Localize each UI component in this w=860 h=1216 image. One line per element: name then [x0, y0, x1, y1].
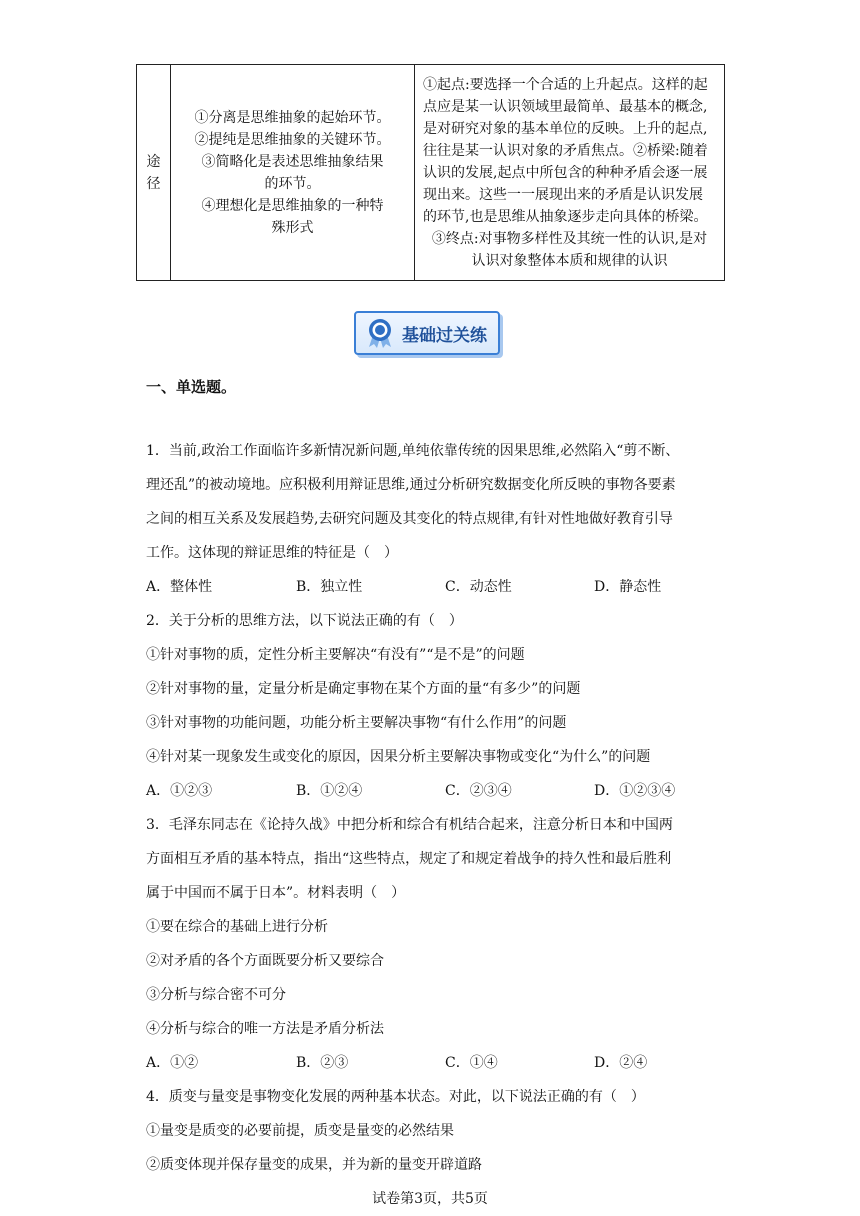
- concretization-line: 是对研究对象的基本单位的反映。上升的起点,: [423, 120, 708, 137]
- concretization-line: 点应是某一认识领域里最简单、最基本的概念,: [423, 98, 708, 115]
- answer-option[interactable]: A．整体性: [146, 579, 213, 595]
- question-text: 2．关于分析的思维方法，以下说法正确的有（ ）: [146, 613, 463, 629]
- answer-option[interactable]: C．②③④: [445, 783, 512, 799]
- answer-option[interactable]: C．动态性: [445, 579, 512, 595]
- abstraction-steps-cell: [171, 65, 415, 281]
- concretization-line: ①起点:要选择一个合适的上升起点。这样的起: [423, 76, 708, 93]
- section-banner: [354, 311, 500, 355]
- section-title: 一、单选题。: [146, 378, 237, 396]
- abstraction-step: 的环节。: [264, 175, 321, 192]
- concretization-line: 的环节,也是思维从抽象逐步走向具体的桥梁。: [423, 208, 708, 225]
- statement-item: ②质变体现并保存量变的成果，并为新的量变开辟道路: [146, 1157, 482, 1173]
- statement-item: ④针对某一现象发生或变化的原因，因果分析主要解决事物或变化“为什么”的问题: [146, 749, 651, 765]
- question-text: 理还乱”的被动境地。应积极利用辩证思维,通过分析研究数据变化所反映的事物各要素: [146, 477, 676, 493]
- statement-item: ①针对事物的质，定性分析主要解决“有没有”“是不是”的问题: [146, 647, 525, 663]
- concretization-line: 往往是某一认识对象的矛盾焦点。②桥梁:随着: [423, 142, 708, 159]
- row-label-char: 径: [146, 175, 161, 192]
- statement-item: ②针对事物的量，定量分析是确定事物在某个方面的量“有多少”的问题: [146, 681, 581, 697]
- question-text: 1．当前,政治工作面临许多新情况新问题,单纯依靠传统的因果思维,必然陷入“剪不断、: [146, 443, 680, 459]
- row-label-cell: [137, 65, 171, 281]
- question-text: 之间的相互关系及发展趋势,去研究问题及其变化的特点规律,有针对性地做好教育引导: [146, 511, 673, 527]
- medal-icon: [364, 317, 396, 349]
- question-text: 3．毛泽东同志在《论持久战》中把分析和综合有机结合起来，注意分析日本和中国两: [146, 817, 673, 833]
- page-footer: 试卷第3页，共5页: [372, 1191, 488, 1207]
- answer-option[interactable]: B．①②④: [296, 783, 363, 799]
- answer-option[interactable]: C．①④: [445, 1055, 498, 1071]
- question-text: 方面相互矛盾的基本特点，指出“这些特点，规定了和规定着战争的持久性和最后胜利: [146, 851, 672, 867]
- answer-option[interactable]: B．②③: [296, 1055, 349, 1071]
- concretization-line: 现出来。这些一一展现出来的矛盾是认识发展: [423, 186, 703, 203]
- abstraction-step: ②提纯是思维抽象的关键环节。: [194, 131, 391, 148]
- statement-item: ③分析与综合密不可分: [146, 987, 286, 1003]
- answer-option[interactable]: D．静态性: [594, 579, 662, 595]
- concretization-steps-cell: [415, 65, 725, 281]
- concretization-line: ③终点:对事物多样性及其统一性的认识,是对: [431, 230, 708, 247]
- answer-option[interactable]: D．①②③④: [594, 783, 676, 799]
- statement-item: ①要在综合的基础上进行分析: [146, 919, 328, 935]
- answer-option[interactable]: A．①②: [146, 1055, 199, 1071]
- abstraction-step: 殊形式: [271, 219, 314, 236]
- concretization-line: 认识的发展,起点中所包含的种种矛盾会逐一展: [423, 164, 708, 181]
- statement-item: ②对矛盾的各个方面既要分析又要综合: [146, 953, 384, 969]
- statement-item: ④分析与综合的唯一方法是矛盾分析法: [146, 1021, 384, 1037]
- question-text: 属于中国而不属于日本”。材料表明（ ）: [146, 885, 406, 901]
- statement-item: ③针对事物的功能问题，功能分析主要解决事物“有什么作用”的问题: [146, 715, 567, 731]
- row-label-char: 途: [146, 153, 161, 170]
- abstraction-step: ③简略化是表述思维抽象结果: [201, 153, 384, 170]
- statement-item: ①量变是质变的必要前提，质变是量变的必然结果: [146, 1123, 454, 1139]
- concretization-line: 认识对象整体本质和规律的认识: [471, 252, 668, 269]
- question-text: 工作。这体现的辩证思维的特征是（ ）: [146, 545, 398, 561]
- abstraction-step: ①分离是思维抽象的起始环节。: [194, 109, 391, 126]
- question-text: 4．质变与量变是事物变化发展的两种基本状态。对此，以下说法正确的有（ ）: [146, 1089, 645, 1105]
- banner-title: 基础过关练: [402, 326, 487, 346]
- answer-option[interactable]: D．②④: [594, 1055, 648, 1071]
- abstraction-step: ④理想化是思维抽象的一种特: [201, 197, 384, 214]
- answer-option[interactable]: B．独立性: [296, 579, 363, 595]
- answer-option[interactable]: A．①②③: [146, 783, 213, 799]
- approach-table: [136, 64, 725, 281]
